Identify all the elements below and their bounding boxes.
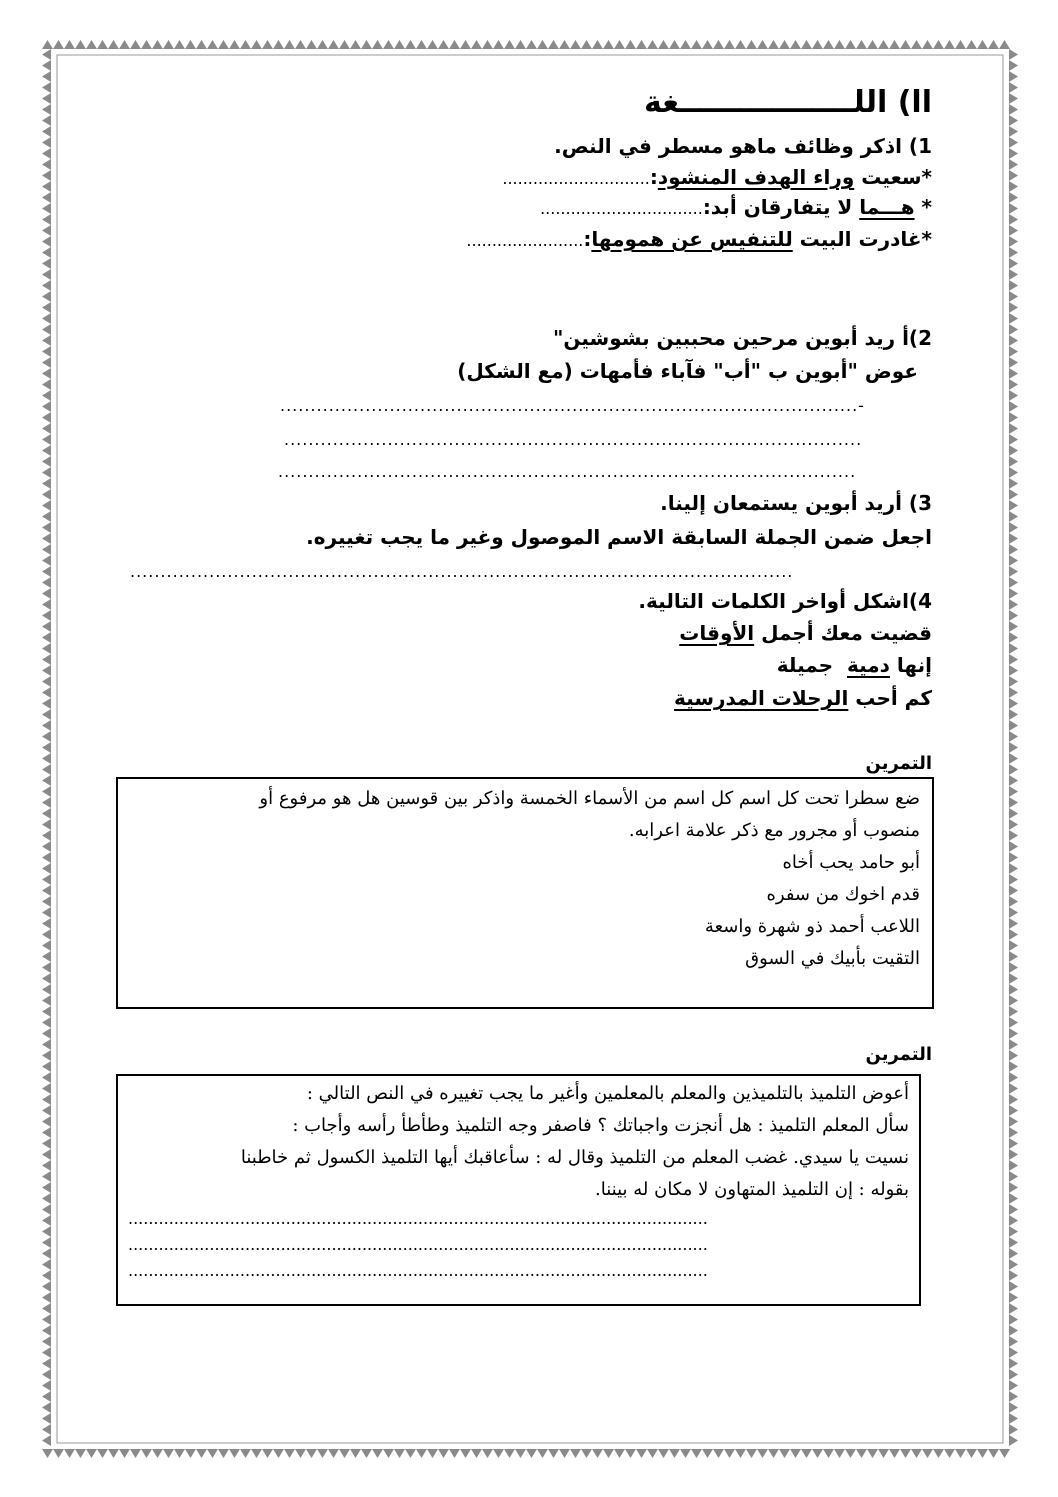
q1-item-1-answer-dots[interactable]: ............................. bbox=[502, 169, 650, 188]
q1-item-2-prefix: * bbox=[914, 195, 932, 219]
q1-item-3-answer-dots[interactable]: ....................... bbox=[466, 231, 584, 250]
q1-item-1-colon: : bbox=[649, 165, 658, 189]
q1-item-2-rest: لا يتفارقان أبد: bbox=[702, 195, 860, 219]
exercise-2-line-2: سأل المعلم التلميذ : هل أنجزت واجباتك ؟ فاصفر وجه التلميذ وطأطأ رأسه وأجاب : bbox=[292, 1115, 909, 1136]
exercise-1-label: التمرين bbox=[865, 753, 932, 774]
exercise-2-box bbox=[116, 1074, 921, 1306]
q4-line-3 bbox=[674, 685, 932, 711]
q1-item-2 bbox=[540, 194, 932, 222]
exercise-2-line-4: بقوله : إن التلميذ المتهاون لا مكان له بيننا. bbox=[595, 1179, 909, 1200]
q2-answer-line-3[interactable]: ............................................................................................... bbox=[278, 462, 857, 481]
exercise-2-answer-line-1[interactable]: .................................................................................................................. bbox=[128, 1209, 708, 1228]
exercise-1-line-3: أبو حامد يحب أخاه bbox=[782, 852, 920, 873]
q1-item-1-underlined: وراء الهدف المنشود bbox=[657, 165, 855, 189]
q2-answer-line-2[interactable]: ............................................................................................... bbox=[284, 430, 863, 449]
exercise-2-answer-line-3[interactable]: .................................................................................................................. bbox=[128, 1261, 708, 1280]
q4-line-2-text: إنها bbox=[889, 653, 932, 677]
q4-line-3-text: كم أحب bbox=[848, 686, 932, 710]
q2-heading: 2)أ ريد أبوين مرحين محببين بشوشين" bbox=[552, 326, 932, 350]
exercise-1-line-1: ضع سطرا تحت كل اسم كل اسم من الأسماء الخمسة واذكر بين قوسين هل هو مرفوع أو bbox=[259, 788, 920, 809]
q4-heading: 4)اشكل أواخر الكلمات التالية. bbox=[638, 589, 932, 613]
exercise-1-line-6: التقيت بأبيك في السوق bbox=[745, 948, 920, 969]
q4-line-2 bbox=[777, 652, 932, 678]
q1-item-2-answer-dots[interactable]: ................................ bbox=[540, 199, 703, 218]
q4-line-3-underlined: الرحلات المدرسية bbox=[674, 686, 849, 710]
q4-line-1 bbox=[679, 620, 932, 646]
q1-item-1 bbox=[502, 164, 932, 192]
q3-instruction: اجعل ضمن الجملة السابقة الاسم الموصول وغير ما يجب تغييره. bbox=[306, 525, 932, 549]
q3-answer-line[interactable]: ............................................................................................................. bbox=[130, 562, 794, 581]
exercise-2-line-1: أعوض التلميذ بالتلميذين والمعلم بالمعلمين وأغير ما يجب تغييره في النص التالي : bbox=[306, 1083, 909, 1104]
exercise-1-line-5: اللاعب أحمد ذو شهرة واسعة bbox=[704, 916, 920, 937]
q1-heading: 1) اذكر وظائف ماهو مسطر في النص. bbox=[554, 134, 932, 158]
q4-line-2-rest: جميلة bbox=[776, 653, 847, 677]
q2-instruction: عوض "أبوين ب "أب" فآباء فأمهات (مع الشكل) bbox=[457, 359, 918, 383]
q1-item-1-prefix: *سعيت bbox=[854, 165, 932, 189]
exercise-2-label: التمرين bbox=[865, 1044, 932, 1065]
q4-line-2-underlined: دمية bbox=[847, 653, 890, 677]
q1-item-2-underlined: هـــما bbox=[859, 195, 915, 219]
q1-item-3-underlined: للتنفيس عن همومها bbox=[591, 227, 793, 251]
exercise-1-line-2: منصوب أو مجرور مع ذكر علامة اعرابه. bbox=[628, 820, 920, 841]
exercise-1-box bbox=[116, 777, 934, 1009]
q1-item-3-colon: : bbox=[583, 227, 592, 251]
q1-item-3 bbox=[466, 226, 932, 254]
q4-line-1-underlined: الأوقات bbox=[679, 621, 755, 645]
q2-answer-line-1[interactable]: ...............................................................................................- bbox=[280, 396, 865, 415]
section-title: اا) اللـــــــــــــــــغة bbox=[644, 85, 932, 120]
exercise-2-answer-line-2[interactable]: .................................................................................................................. bbox=[128, 1235, 708, 1254]
exercise-2-line-3: نسيت يا سيدي. غضب المعلم من التلميذ وقال له : سأعاقبك أيها التلميذ الكسول ثم خاطبنا bbox=[240, 1147, 909, 1168]
q4-line-1-text: قضيت معك أجمل bbox=[754, 621, 932, 645]
q1-item-3-prefix: *غادرت البيت bbox=[792, 227, 932, 251]
q3-heading: 3) أريد أبوين يستمعان إلينا. bbox=[660, 491, 932, 515]
exercise-1-line-4: قدم اخوك من سفره bbox=[766, 884, 920, 905]
